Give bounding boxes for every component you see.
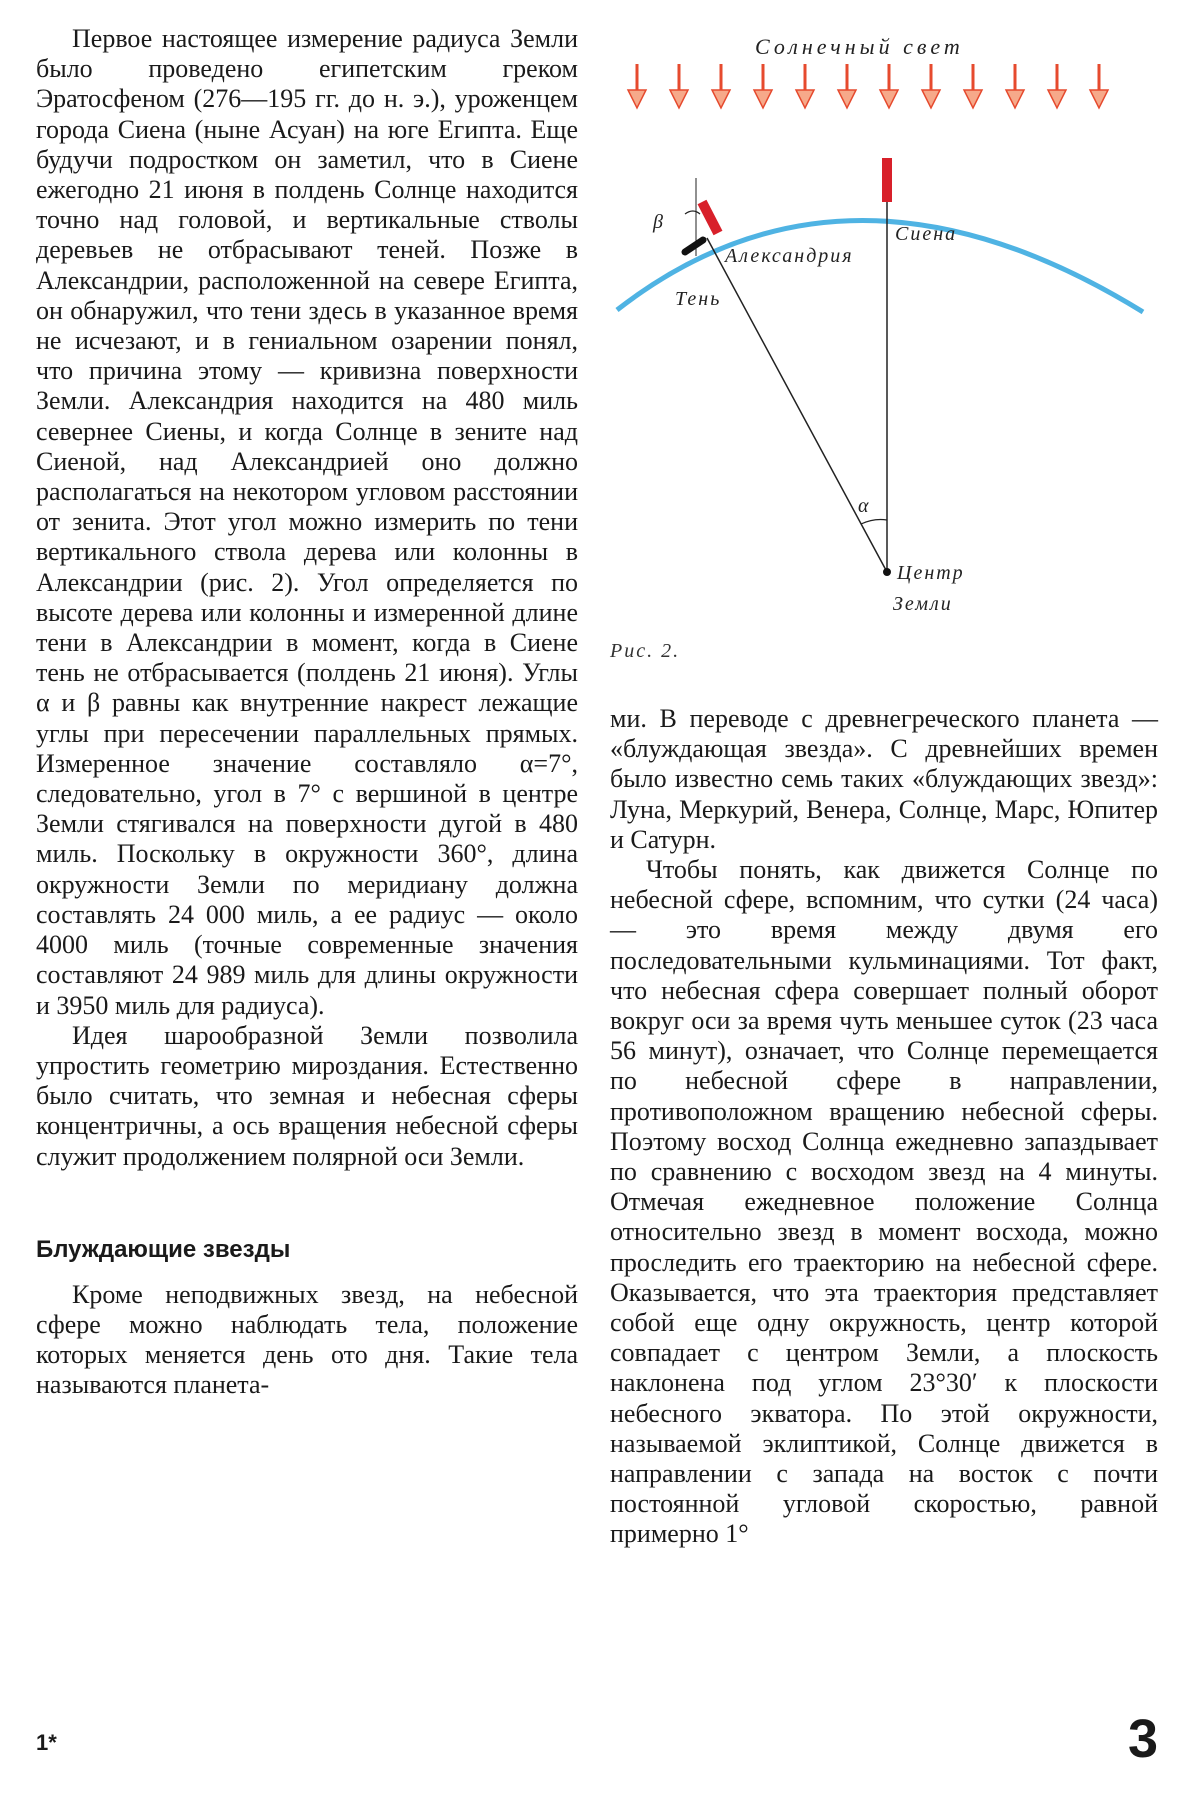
sunlight-arrow (1090, 64, 1108, 108)
alexandria-label: Александрия (725, 245, 854, 267)
sunlight-arrow (628, 64, 646, 108)
paragraph-eratosthenes: Первое настоящее измерение радиуса Земли было проведено египетским греком Эратосфеном (276—195 гг. до н. э.), уроженцем города Сиена (ныне Асуан) на юге Египта. Еще будучи подростком он заметил, что в Сиене ежегодно 21 июня в полдень Солнце находится точно над головой, и вертикальные стволы деревьев не отбрасывают теней. Позже в Александрии, расположенной на севере Египта, он обнаружил, что тени здесь в указанное время не исчезают, и в гениальном озарении понял, что причина этому — кривизна поверхности Земли. Александрия находится на 480 миль севернее Сиены, и когда Солнце в зените над Сиеной, над Александрией оно должно располагаться на некотором угловом расстоянии от зенита. Этот угол можно измерить по тени вертикального ствола дерева или колонны в Александрии (рис. 2). Угол определяется по высоте дерева или колонны и измеренной длине тени в Александрии в момент, когда в Сиене тень не отбрасывается (полдень 21 июня). Углы α и β равны как внутренние накрест лежащие углы при пересечении параллельных прямых. Измеренное значение составляло α=7°, следовательно, угол в 7° с вершиной в центре Земли стягивался на поверхности дугой в 480 миль. Поскольку в окружности 360°, длина окружности Земли по меридиану должна составлять 24 000 миль, а ее радиус — около 4000 миль (точные современные значения составляют 24 989 миль для длины окружности и 3950 миль для радиуса). (36, 24, 578, 1020)
syene-label: Сиена (895, 223, 958, 245)
figure-caption: Рис. 2. (610, 640, 681, 662)
alexandria-column (702, 202, 718, 233)
left-column (36, 24, 578, 1401)
sunlight-arrows (628, 64, 1108, 108)
sunlight-arrow (838, 64, 856, 108)
earth-center-label-line1: Центр (897, 562, 965, 584)
sunlight-arrow (796, 64, 814, 108)
shadow-label: Тень (675, 288, 722, 310)
eratosthenes-diagram (605, 28, 1175, 628)
beta-angle-arc (685, 211, 700, 214)
radius-line-alexandria (707, 238, 887, 572)
earth-center-label-line2: Земли (893, 593, 953, 615)
page-number: 3 (1128, 1709, 1159, 1769)
sunlight-arrow (1048, 64, 1066, 108)
alpha-label: α (858, 495, 871, 517)
sunlight-arrow (964, 64, 982, 108)
paragraph-planets-intro: Кроме неподвижных звезд, на небесной сфере можно наблюдать тела, положение которых меняется день ото дня. Такие тела называются планета- (36, 1279, 578, 1400)
sunlight-label: Солнечный свет (755, 34, 964, 59)
paragraph-spherical-earth: Идея шарообразной Земли позволила упростить геометрию мироздания. Естественно было считать, что земная и небесная сферы концентричны, а ось вращения небесной сферы служит продолжением полярной оси Земли. (36, 1020, 578, 1171)
earth-center-point (883, 568, 891, 576)
beta-label: β (653, 211, 665, 233)
right-column (610, 704, 1158, 1550)
alpha-angle-arc (861, 520, 887, 525)
paragraph-sun-motion: Чтобы понять, как движется Солнце по небесной сфере, вспомним, что сутки (24 часа) — это время между двумя его последовательными кульминациями. Тот факт, что небесная сфера совершает полный оборот вокруг оси за время чуть меньшее суток (23 часа 56 минут), означает, что Солнце перемещается по небесной сфере в направлении, противоположном вращению небесной сферы. Поэтому восход Солнца ежедневно запаздывает по сравнению с восходом звезд на 4 минуты. Отмечая ежедневное положение Солнца относительно звезд в момент восхода, можно проследить его траекторию на небесной сфере. Оказывается, что эта траектория представляет собой еще одну окружность, центр которой совпадает с центром Земли, а плоскость наклонена под углом 23°30′ к плоскости небесного экватора. По этой окружности, называемой эклиптикой, Солнце движется в направлении с запада на восток с почти постоянной угловой скоростью, равной примерно 1° (610, 855, 1158, 1549)
sunlight-arrow (922, 64, 940, 108)
section-heading: Блуждающие звезды (36, 1235, 291, 1263)
signature-mark: 1* (36, 1730, 57, 1755)
shadow-mark (685, 240, 703, 252)
sunlight-arrow (880, 64, 898, 108)
sunlight-arrow (754, 64, 772, 108)
sunlight-arrow (1006, 64, 1024, 108)
sunlight-arrow (712, 64, 730, 108)
sunlight-arrow (670, 64, 688, 108)
paragraph-wandering-stars: ми. В переводе с древнегреческого планета — «блуждающая звезда». С древнейших времен было известно семь таких «блуждающих звезд»: Луна, Меркурий, Венера, Солнце, Марс, Юпитер и Сатурн. (610, 704, 1158, 854)
